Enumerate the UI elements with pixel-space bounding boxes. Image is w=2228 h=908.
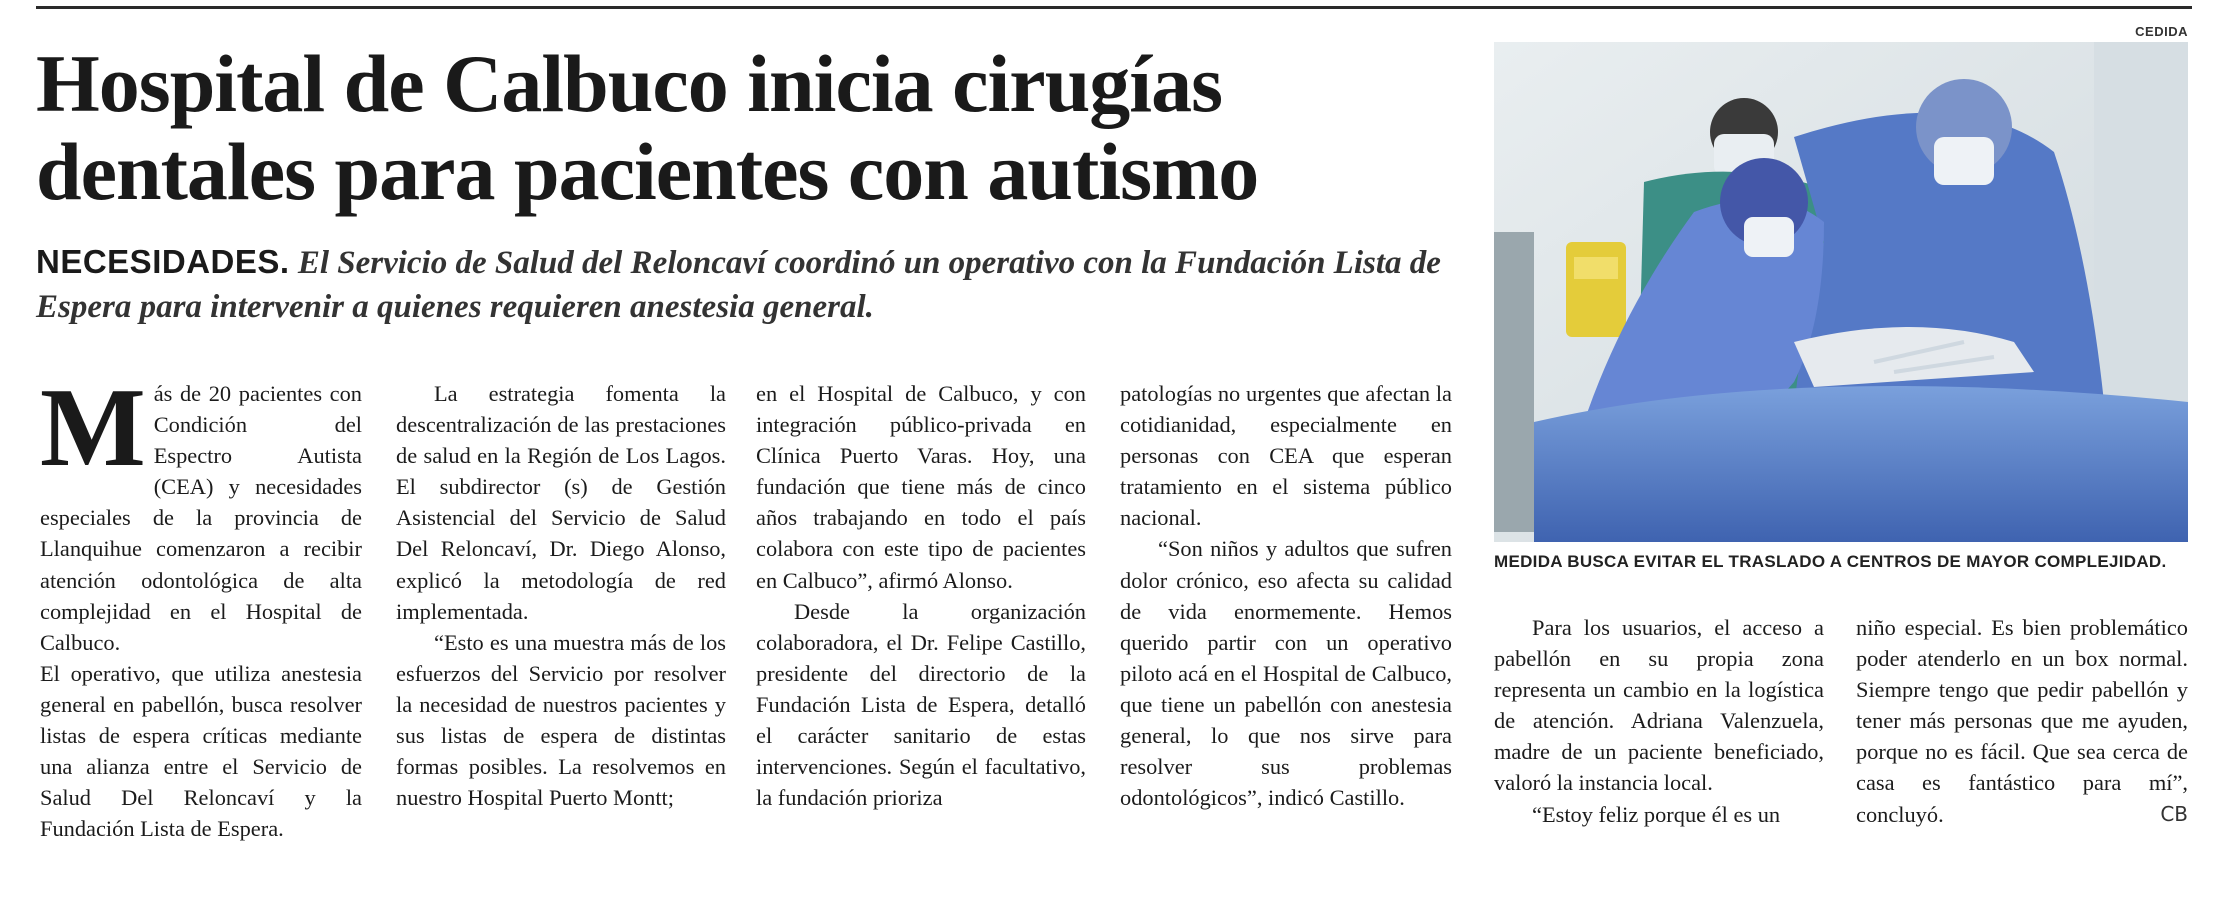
headline-line-2: dentales para pacientes con autismo	[36, 126, 1259, 217]
paragraph-11-text: niño especial. Es bien problemático poder atenderlo en un box normal. Siempre tengo que pedir pabellón y tener más personas que me ayuden, porque no es fácil. Que sea cerca de casa es fantástico para mí”, concluyó.	[1856, 615, 2188, 827]
headline-line-1: Hospital de Calbuco inicia cirugías	[36, 38, 1222, 129]
paragraph-8: “Son niños y adultos que sufren dolor crónico, eso afecta su calidad de vida enormemente. Hemos querido partir con un operativo piloto acá en el Hospital de Calbuco, que tiene un pabellón con anestesia general, lo que nos sirve para resolver sus problemas odontológicos”, indicó Castillo.	[1120, 536, 1452, 811]
article-column-3	[756, 378, 1086, 890]
paragraph-9: Para los usuarios, el acceso a pabellón en su propia zona representa un cambio en la logística de atención. Adriana Valenzuela, madre de un paciente beneficiado, valoró la instancia local.	[1494, 615, 1824, 796]
headline	[36, 40, 1476, 216]
paragraph-7: patologías no urgentes que afectan la cotidianidad, especialmente en personas con CEA que esperan tratamiento en el sistema público nacional.	[1120, 381, 1452, 531]
photo-caption: MEDIDA BUSCA EVITAR EL TRASLADO A CENTROS DE MAYOR COMPLEJIDAD.	[1494, 552, 2167, 571]
surgery-photo	[1494, 42, 2188, 542]
paragraph-3: La estrategia fomenta la descentralización de las prestaciones de salud en la Región de Los Lagos. El subdirector (s) de Gestión Asistencial del Servicio de Salud Del Reloncaví, Dr. Diego Alonso, explicó la metodología de red implementada.	[396, 381, 726, 624]
article-column-6	[1856, 612, 2188, 892]
surgery-photo-icon	[1494, 42, 2188, 542]
top-rule	[36, 6, 2192, 9]
paragraph-11	[1856, 612, 2188, 830]
deck	[36, 240, 1476, 329]
deck-kicker: NECESIDADES.	[36, 243, 290, 280]
author-signoff: CB	[2160, 801, 2188, 826]
paragraph-1: ás de 20 pacientes con Condición del Espectro Autista (CEA) y necesidades especiales de la provincia de Llanquihue comenzaron a recibir atención odontológica de alta complejidad en el Hospital de Calbuco.	[40, 381, 362, 655]
drop-cap: M	[40, 378, 146, 490]
paragraph-4: “Esto es una muestra más de los esfuerzos del Servicio por resolver la necesidad de nuestros pacientes y sus listas de espera de distintas formas posibles. La resolvemos en nuestro Hospital Puerto Montt;	[396, 629, 726, 811]
article-column-2	[396, 378, 726, 890]
article-column-4	[1120, 378, 1452, 890]
paragraph-2: El operativo, que utiliza anestesia general en pabellón, busca resolver listas de espera críticas mediante una alianza entre el Servicio de Salud Del Reloncaví y la Fundación Lista de Espera.	[40, 660, 362, 842]
paragraph-6: Desde la organización colaboradora, el Dr. Felipe Castillo, presidente del directorio de la Fundación Lista de Espera, detalló el carácter sanitario de estas intervenciones. Según el facultativo, la fundación prioriza	[756, 598, 1086, 811]
article-column-1	[40, 378, 362, 890]
paragraph-5: en el Hospital de Calbuco, y con integración público-privada en Clínica Puerto Varas. Hoy, una fundación que tiene más de cinco años trabajando en todo el país colabora con este tipo de pacientes en Calbuco”, afirmó Alonso.	[756, 381, 1086, 593]
paragraph-10: “Estoy feliz porque él es un	[1532, 801, 1781, 827]
article-column-5	[1494, 612, 1824, 892]
deck-text: El Servicio de Salud del Reloncaví coordinó un operativo con la Fundación Lista de Espera para intervenir a quienes requieren anestesia general.	[36, 245, 1441, 325]
photo-credit: CEDIDA	[2135, 24, 2188, 39]
